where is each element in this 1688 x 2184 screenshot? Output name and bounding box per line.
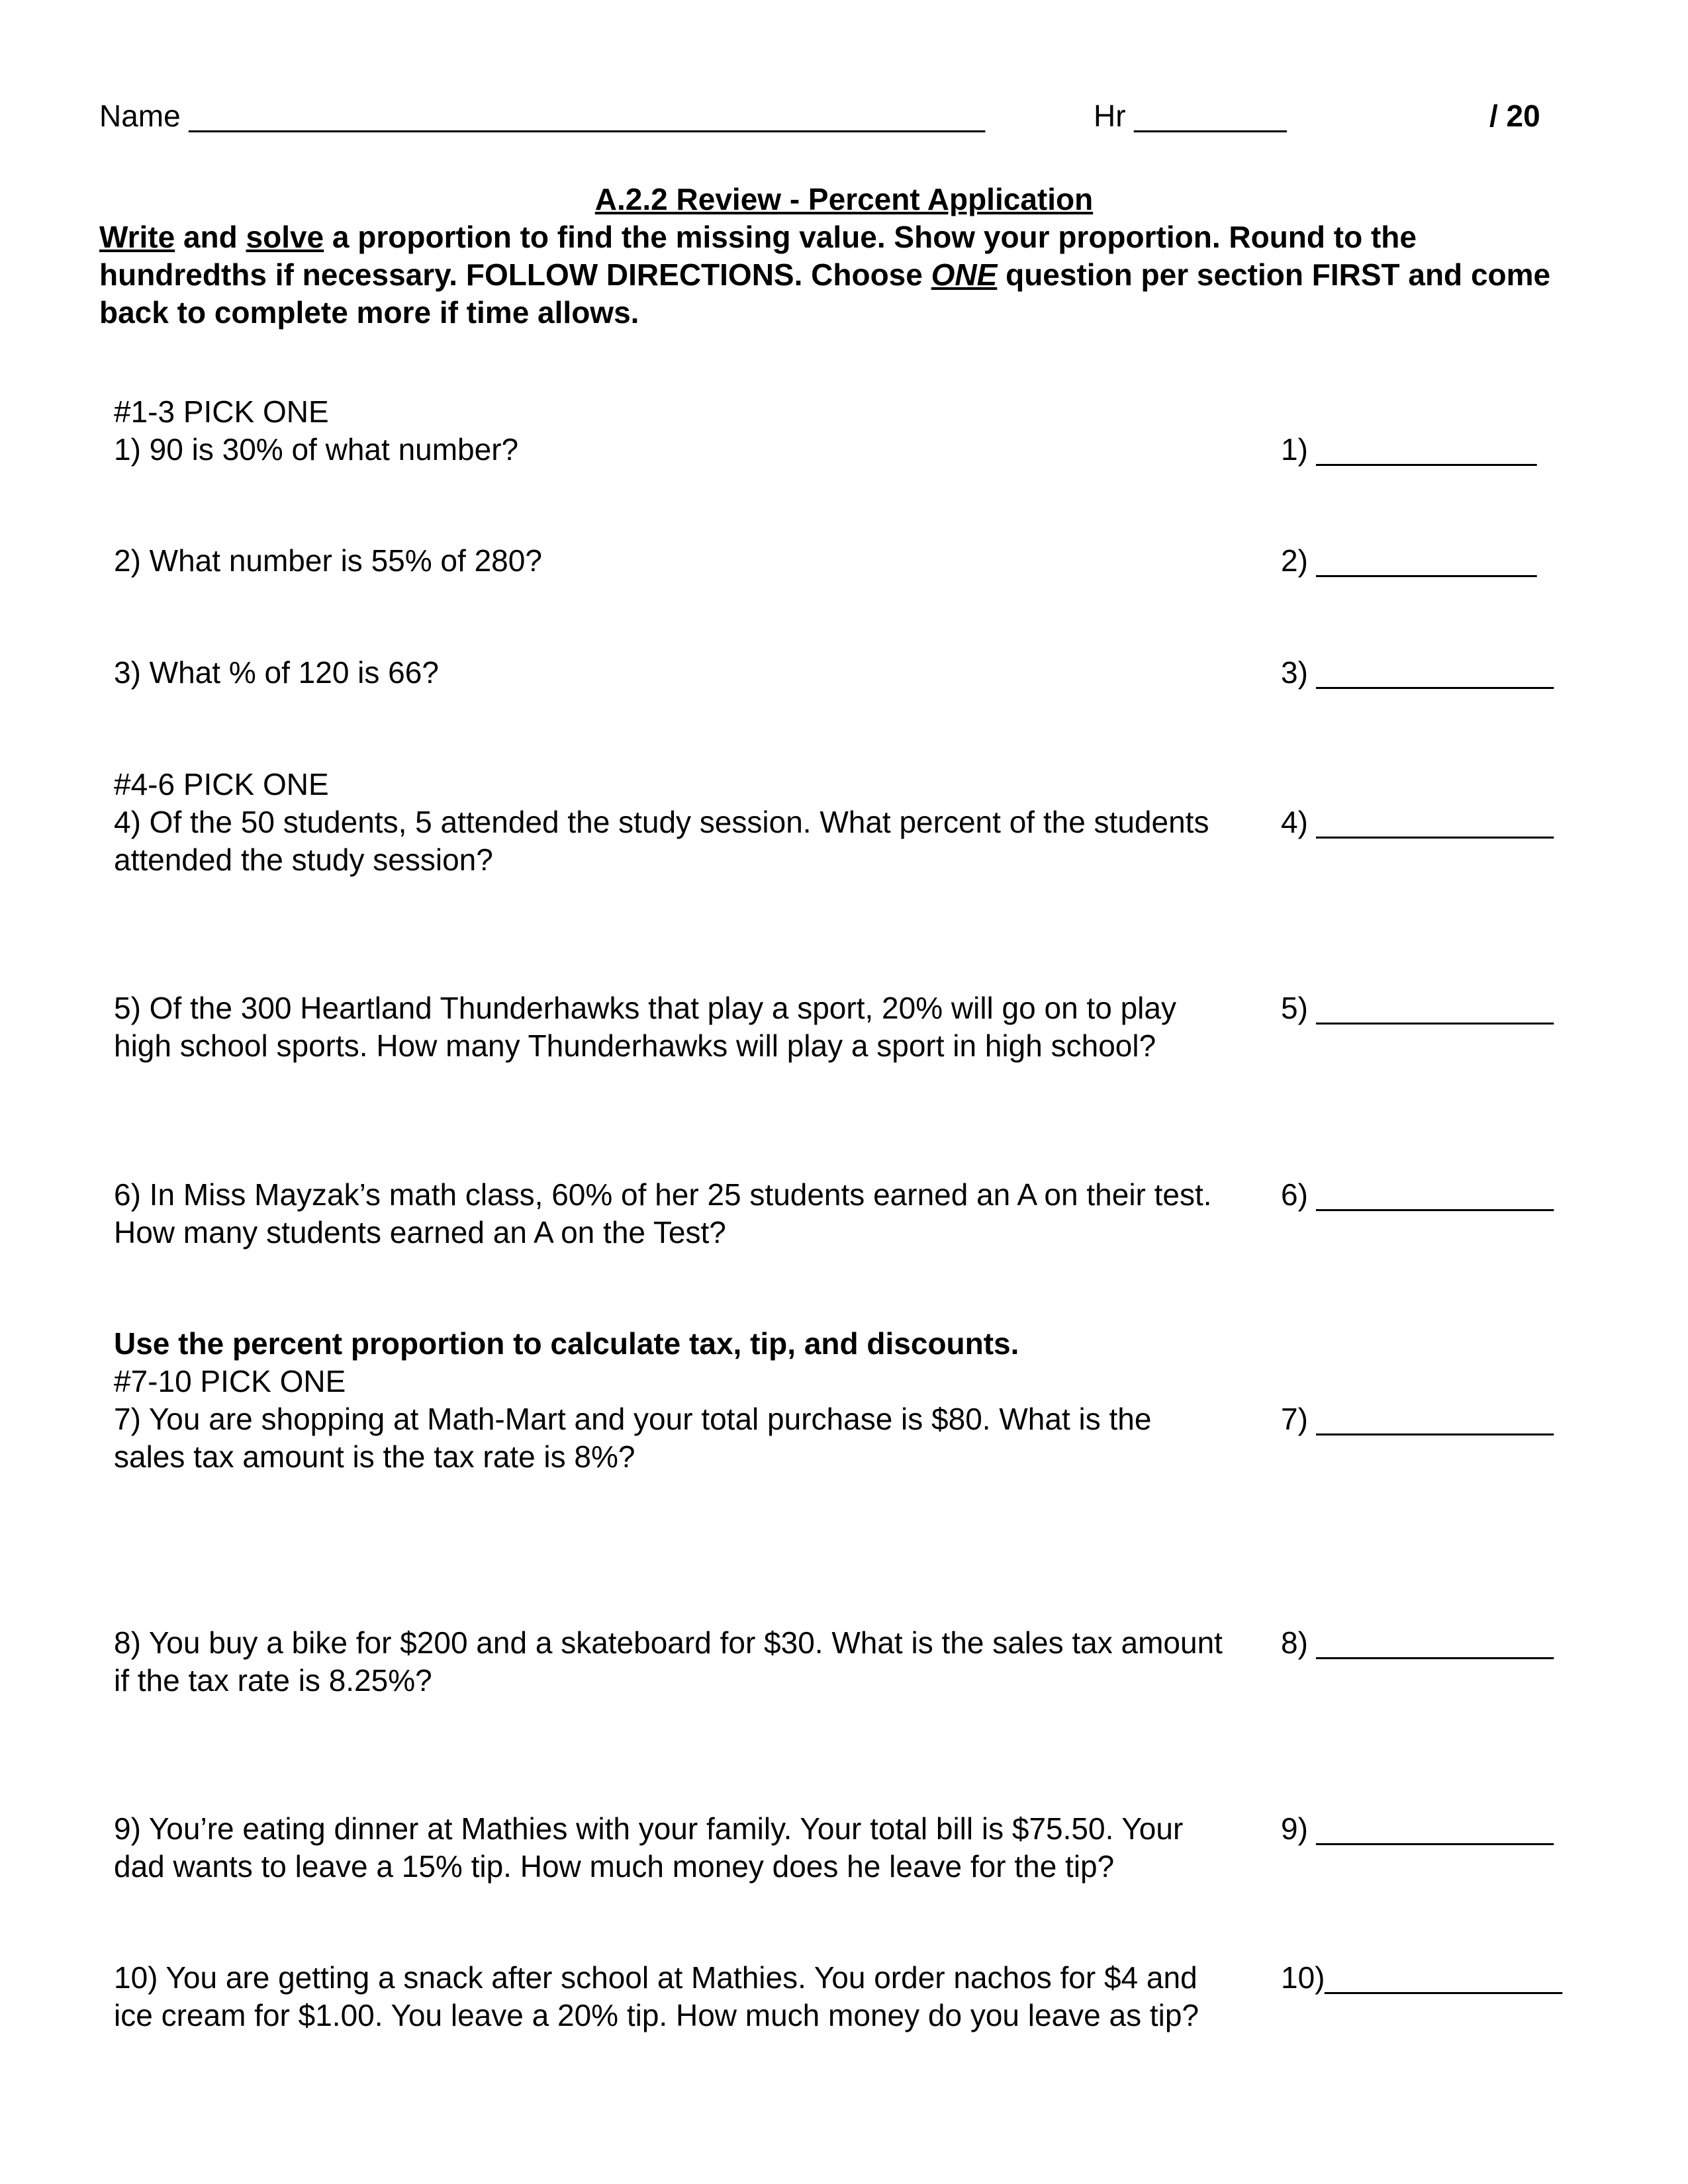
question-1: 1) 90 is 30% of what number? (114, 432, 519, 467)
answer-blank-5[interactable]: 5) ______________ (1281, 991, 1554, 1025)
question-5: 5) Of the 300 Heartland Thunderhawks that play a sport, 20% will go on to play high school sports. How many Thunderhawks will play a sport in high school? (114, 991, 1176, 1063)
hour-label: Hr (1094, 99, 1126, 133)
question-3: 3) What % of 120 is 66? (114, 655, 439, 690)
name-label: Name (99, 99, 181, 133)
answer-blank-3[interactable]: 3) ______________ (1281, 655, 1554, 690)
name-blank[interactable]: _______________________________________________ (189, 99, 985, 133)
section-1-label: #1-3 PICK ONE (114, 394, 329, 429)
hour-field[interactable] (1094, 98, 1287, 134)
answer-blank-4[interactable]: 4) ______________ (1281, 805, 1554, 839)
question-8: 8) You buy a bike for $200 and a skateboard for $30. What is the sales tax amount if the tax rate is 8.25%? (114, 1625, 1223, 1698)
instr-part2: question per section FIRST and come back to complete more if time allows. (99, 257, 1551, 330)
instr-one: ONE (931, 257, 998, 292)
instr-solve: solve (246, 220, 324, 254)
answer-blank-1[interactable]: 1) _____________ (1281, 432, 1537, 467)
answer-blank-10[interactable]: 10)______________ (1281, 1960, 1562, 1995)
instr-part1: a proportion to find the missing value. Show your proportion. Round to the hundredths if necessary. FOLLOW DIRECTIONS. Choose (99, 220, 1417, 292)
answer-blank-6[interactable]: 6) ______________ (1281, 1177, 1554, 1212)
worksheet-title: A.2.2 Review - Percent Application (594, 182, 1094, 216)
question-10: 10) You are getting a snack after school at Mathies. You order nachos for $4 and ice cream for $1.00. You leave a 20% tip. How much money do you leave as tip? (114, 1960, 1199, 2032)
question-9: 9) You’re eating dinner at Mathies with your family. Your total bill is $75.50. Your dad wants to leave a 15% tip. How much money does he leave for the tip? (114, 1811, 1184, 1884)
answer-blank-9[interactable]: 9) ______________ (1281, 1811, 1554, 1846)
question-6: 6) In Miss Mayzak’s math class, 60% of her 25 students earned an A on their test. How many students earned an A on the Test? (114, 1177, 1212, 1250)
answer-blank-2[interactable]: 2) _____________ (1281, 543, 1537, 578)
question-4: 4) Of the 50 students, 5 attended the study session. What percent of the students attended the study session? (114, 805, 1209, 877)
hour-blank[interactable]: _________ (1134, 99, 1287, 133)
score-total: / 20 (1489, 99, 1540, 133)
section-3-label: #7-10 PICK ONE (114, 1364, 346, 1398)
question-7: 7) You are shopping at Math-Mart and your total purchase is $80. What is the sales tax amount is the tax rate is 8%? (114, 1402, 1152, 1474)
section-3-heading: Use the percent proportion to calculate tax, tip, and discounts. (114, 1326, 1019, 1361)
instructions (99, 218, 1589, 332)
name-field[interactable] (99, 98, 985, 134)
instr-and: and (175, 220, 246, 254)
answer-blank-8[interactable]: 8) ______________ (1281, 1625, 1554, 1660)
answer-blank-7[interactable]: 7) ______________ (1281, 1402, 1554, 1436)
instr-write: Write (99, 220, 175, 254)
question-2: 2) What number is 55% of 280? (114, 543, 542, 578)
section-2-label: #4-6 PICK ONE (114, 767, 329, 801)
